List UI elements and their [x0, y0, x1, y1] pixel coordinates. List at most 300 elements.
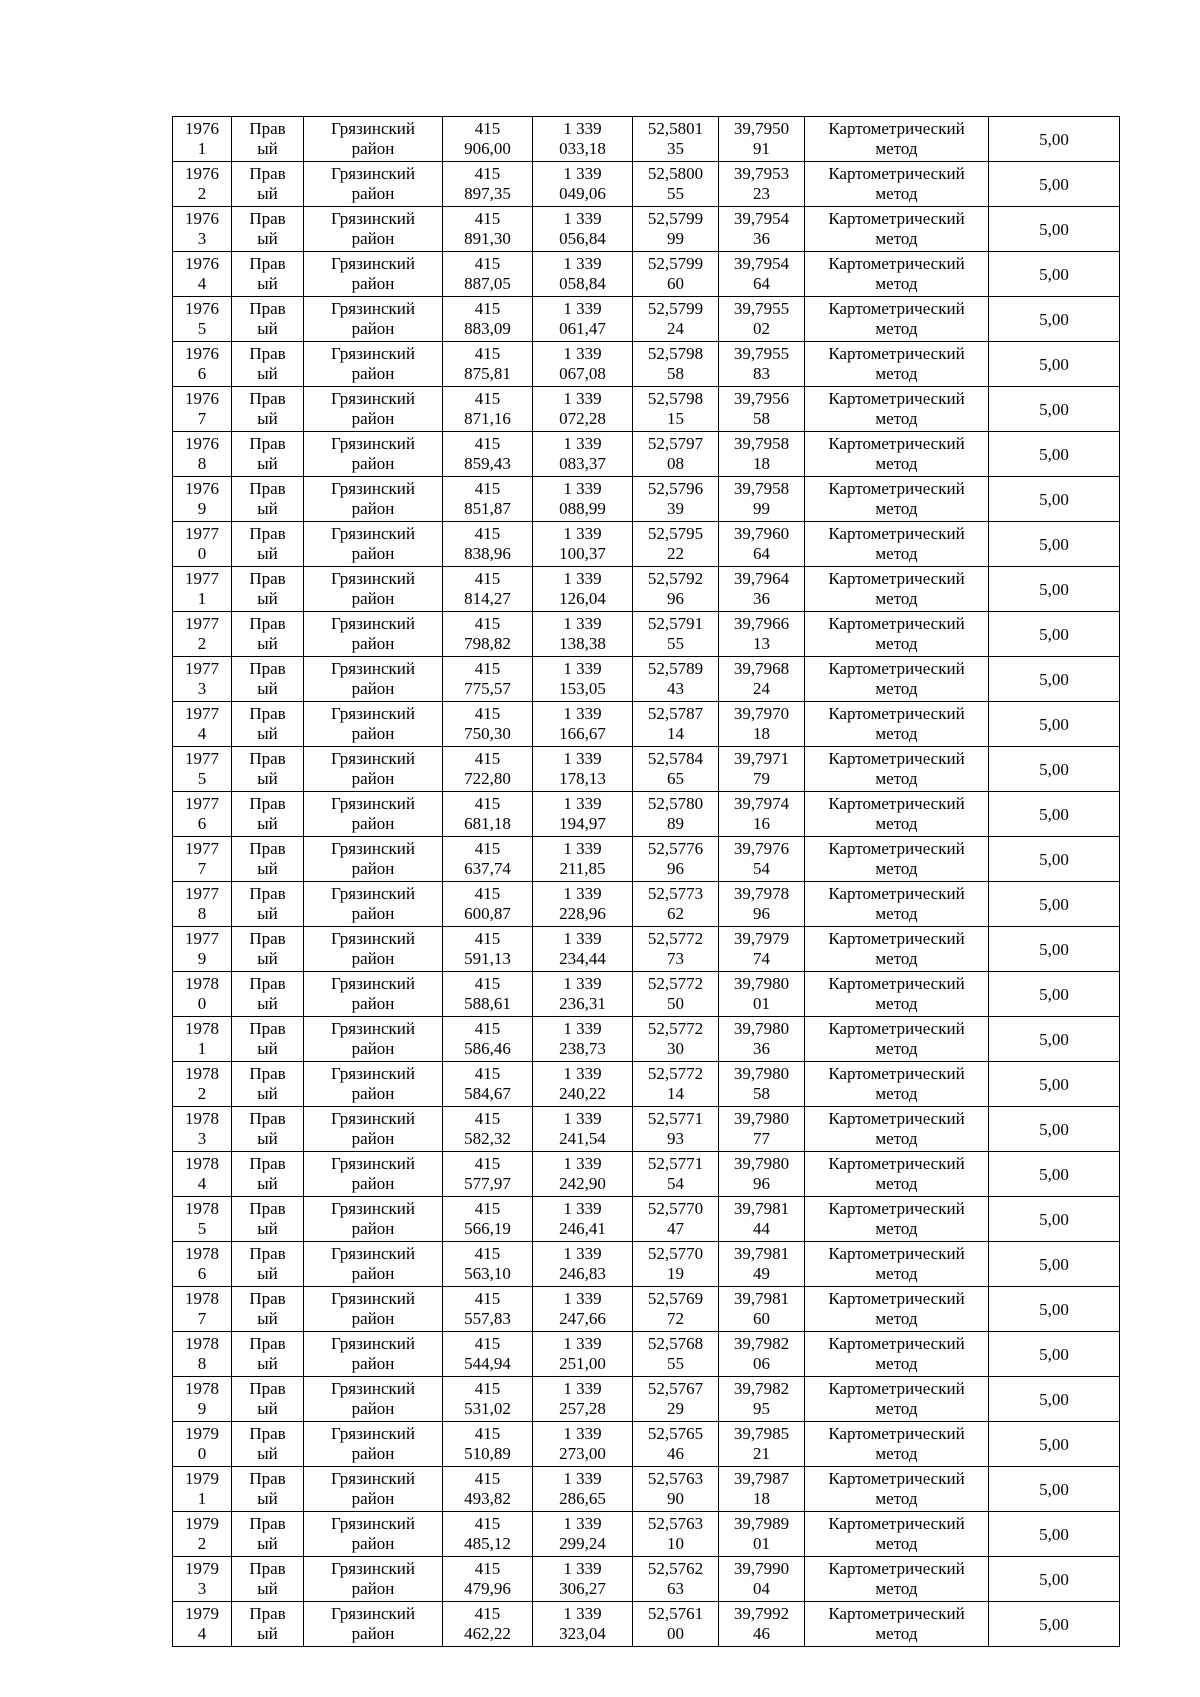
- point-number-cell-line: 1976: [185, 164, 219, 183]
- latitude-cell-line: 90: [667, 1489, 684, 1508]
- region-cell: [304, 657, 443, 702]
- region-cell: [304, 297, 443, 342]
- region-cell-line: Грязинский: [331, 704, 415, 723]
- method-cell: [805, 252, 989, 297]
- latitude-cell: [633, 1557, 719, 1602]
- point-number-cell-line: 5: [197, 1219, 207, 1238]
- bank-side-cell-line: Прав: [249, 1109, 286, 1128]
- region-cell: [304, 702, 443, 747]
- bank-side-cell-line: Прав: [249, 929, 286, 948]
- longitude-cell-line: 39,7981: [733, 1289, 790, 1308]
- point-number-cell: [173, 1467, 232, 1512]
- longitude-cell-line: 39,7992: [733, 1604, 790, 1623]
- bank-side-cell: [232, 1602, 304, 1647]
- latitude-cell-line: 52,5773: [647, 884, 704, 903]
- latitude-cell-line: 99: [667, 229, 684, 248]
- point-number-cell-line: 1976: [185, 299, 219, 318]
- accuracy-cell: 5,00: [989, 972, 1120, 1017]
- method-cell-line: метод: [875, 544, 918, 563]
- latitude-cell-line: 52,5762: [647, 1559, 704, 1578]
- coordinate-y-cell-line: 100,37: [559, 544, 606, 563]
- method-cell-line: Картометрический: [828, 1154, 965, 1173]
- coordinate-y-cell: [533, 1017, 633, 1062]
- region-cell-line: район: [351, 1309, 395, 1328]
- point-number-cell: [173, 1512, 232, 1557]
- longitude-cell-line: 36: [753, 1039, 770, 1058]
- coordinate-y-cell: [533, 1557, 633, 1602]
- bank-side-cell: [232, 1152, 304, 1197]
- point-number-cell: [173, 1197, 232, 1242]
- method-cell-line: метод: [875, 409, 918, 428]
- method-cell: [805, 972, 989, 1017]
- longitude-cell: [719, 1017, 805, 1062]
- point-number-cell: [173, 1242, 232, 1287]
- coordinate-x-cell: [443, 657, 533, 702]
- bank-side-cell: [232, 1017, 304, 1062]
- region-cell: [304, 1197, 443, 1242]
- region-cell-line: Грязинский: [331, 1064, 415, 1083]
- coordinate-x-cell: [443, 747, 533, 792]
- point-number-cell: [173, 297, 232, 342]
- bank-side-cell-line: Прав: [249, 749, 286, 768]
- region-cell-line: Грязинский: [331, 1244, 415, 1263]
- coordinate-x-cell-line: 415: [474, 1559, 501, 1578]
- region-cell-line: Грязинский: [331, 524, 415, 543]
- coordinate-x-cell: [443, 1017, 533, 1062]
- method-cell: [805, 1287, 989, 1332]
- method-cell-line: Картометрический: [828, 254, 965, 273]
- coordinate-x-cell-line: 415: [474, 1334, 501, 1353]
- coordinate-y-cell-line: 1 339: [563, 1199, 602, 1218]
- method-cell: [805, 342, 989, 387]
- point-number-cell-line: 1976: [185, 389, 219, 408]
- region-cell-line: район: [351, 949, 395, 968]
- region-cell: [304, 342, 443, 387]
- coordinate-y-cell: [533, 567, 633, 612]
- longitude-cell-line: 16: [753, 814, 770, 833]
- point-number-cell-line: 1979: [185, 1604, 219, 1623]
- point-number-cell-line: 3: [197, 679, 207, 698]
- method-cell-line: метод: [875, 724, 918, 743]
- coordinate-x-cell-line: 722,80: [464, 769, 511, 788]
- coordinate-x-cell: [443, 1062, 533, 1107]
- method-cell-line: метод: [875, 634, 918, 653]
- point-number-cell-line: 5: [197, 319, 207, 338]
- longitude-cell: [719, 1107, 805, 1152]
- coordinate-x-cell-line: 415: [474, 749, 501, 768]
- coordinate-x-cell-line: 577,97: [464, 1174, 511, 1193]
- method-cell: [805, 747, 989, 792]
- accuracy-cell: 5,00: [989, 1602, 1120, 1647]
- coordinate-x-cell-line: 415: [474, 884, 501, 903]
- bank-side-cell-line: ый: [257, 1444, 278, 1463]
- latitude-cell: [633, 297, 719, 342]
- region-cell-line: Грязинский: [331, 929, 415, 948]
- region-cell-line: Грязинский: [331, 479, 415, 498]
- longitude-cell: [719, 567, 805, 612]
- coordinate-y-cell-line: 1 339: [563, 839, 602, 858]
- longitude-cell-line: 39,7970: [733, 704, 790, 723]
- coordinate-x-cell-line: 838,96: [464, 544, 511, 563]
- latitude-cell: [633, 747, 719, 792]
- point-number-cell-line: 1978: [185, 1199, 219, 1218]
- region-cell-line: Грязинский: [331, 614, 415, 633]
- latitude-cell-line: 58: [667, 364, 684, 383]
- coordinate-y-cell: [533, 1467, 633, 1512]
- accuracy-cell: 5,00: [989, 1017, 1120, 1062]
- accuracy-cell: 5,00: [989, 612, 1120, 657]
- longitude-cell-line: 39,7976: [733, 839, 790, 858]
- longitude-cell-line: 39,7971: [733, 749, 790, 768]
- coordinate-x-cell-line: 415: [474, 1424, 501, 1443]
- latitude-cell-line: 52,5769: [647, 1289, 704, 1308]
- point-number-cell: [173, 927, 232, 972]
- coordinate-y-cell-line: 1 339: [563, 254, 602, 273]
- bank-side-cell-line: Прав: [249, 569, 286, 588]
- method-cell: [805, 1602, 989, 1647]
- latitude-cell-line: 52,5772: [647, 974, 704, 993]
- coordinate-x-cell-line: 875,81: [464, 364, 511, 383]
- region-cell: [304, 522, 443, 567]
- coordinate-x-cell-line: 415: [474, 569, 501, 588]
- coordinate-y-cell-line: 1 339: [563, 1154, 602, 1173]
- point-number-cell: [173, 252, 232, 297]
- latitude-cell-line: 52,5799: [647, 299, 704, 318]
- point-number-cell-line: 1977: [185, 929, 219, 948]
- coordinate-x-cell-line: 415: [474, 299, 501, 318]
- method-cell: [805, 1062, 989, 1107]
- point-number-cell-line: 1978: [185, 1289, 219, 1308]
- method-cell-line: Картометрический: [828, 209, 965, 228]
- coordinate-y-cell-line: 153,05: [559, 679, 606, 698]
- coordinate-y-cell: [533, 1287, 633, 1332]
- accuracy-cell: 5,00: [989, 1197, 1120, 1242]
- coordinate-y-cell-line: 1 339: [563, 524, 602, 543]
- bank-side-cell: [232, 342, 304, 387]
- longitude-cell-line: 39,7987: [733, 1469, 790, 1488]
- longitude-cell: [719, 162, 805, 207]
- coordinate-y-cell: [533, 612, 633, 657]
- latitude-cell-line: 55: [667, 634, 684, 653]
- region-cell: [304, 1422, 443, 1467]
- method-cell-line: метод: [875, 364, 918, 383]
- coordinate-x-cell-line: 415: [474, 434, 501, 453]
- coordinate-x-cell-line: 415: [474, 254, 501, 273]
- coordinate-y-cell: [533, 1152, 633, 1197]
- coordinate-y-cell: [533, 162, 633, 207]
- region-cell-line: Грязинский: [331, 1199, 415, 1218]
- method-cell-line: метод: [875, 184, 918, 203]
- longitude-cell-line: 39,7980: [733, 1154, 790, 1173]
- method-cell-line: метод: [875, 949, 918, 968]
- bank-side-cell: [232, 567, 304, 612]
- coordinate-x-cell-line: 479,96: [464, 1579, 511, 1598]
- latitude-cell-line: 52,5801: [647, 119, 704, 138]
- point-number-cell-line: 1977: [185, 839, 219, 858]
- point-number-cell: [173, 1377, 232, 1422]
- coordinate-y-cell: [533, 1332, 633, 1377]
- point-number-cell-line: 1976: [185, 479, 219, 498]
- latitude-cell-line: 52,5797: [647, 434, 704, 453]
- table-row: [173, 1332, 1120, 1377]
- coordinate-x-cell-line: 775,57: [464, 679, 511, 698]
- coordinate-y-cell-line: 240,22: [559, 1084, 606, 1103]
- method-cell-line: Картометрический: [828, 704, 965, 723]
- longitude-cell-line: 39,7964: [733, 569, 790, 588]
- coordinate-y-cell-line: 1 339: [563, 569, 602, 588]
- coordinate-y-cell: [533, 1197, 633, 1242]
- region-cell-line: Грязинский: [331, 1469, 415, 1488]
- coordinate-y-cell-line: 242,90: [559, 1174, 606, 1193]
- bank-side-cell: [232, 1287, 304, 1332]
- latitude-cell-line: 52,5798: [647, 389, 704, 408]
- bank-side-cell-line: Прав: [249, 434, 286, 453]
- coordinate-y-cell-line: 1 339: [563, 1289, 602, 1308]
- region-cell-line: Грязинский: [331, 749, 415, 768]
- coordinate-x-cell-line: 415: [474, 659, 501, 678]
- coordinate-y-cell: [533, 972, 633, 1017]
- latitude-cell: [633, 792, 719, 837]
- accuracy-cell: 5,00: [989, 432, 1120, 477]
- method-cell-line: метод: [875, 229, 918, 248]
- region-cell: [304, 1512, 443, 1557]
- method-cell-line: метод: [875, 1579, 918, 1598]
- bank-side-cell-line: ый: [257, 1264, 278, 1283]
- coordinate-x-cell-line: 584,67: [464, 1084, 511, 1103]
- coordinate-y-cell: [533, 747, 633, 792]
- bank-side-cell-line: Прав: [249, 344, 286, 363]
- longitude-cell-line: 44: [753, 1219, 770, 1238]
- longitude-cell-line: 79: [753, 769, 770, 788]
- region-cell-line: район: [351, 634, 395, 653]
- coordinate-y-cell-line: 1 339: [563, 1514, 602, 1533]
- point-number-cell-line: 1979: [185, 1514, 219, 1533]
- coordinate-y-cell-line: 1 339: [563, 299, 602, 318]
- point-number-cell: [173, 432, 232, 477]
- bank-side-cell: [232, 792, 304, 837]
- method-cell-line: Картометрический: [828, 614, 965, 633]
- coordinate-x-cell-line: 415: [474, 164, 501, 183]
- coordinate-x-cell-line: 415: [474, 344, 501, 363]
- region-cell-line: Грязинский: [331, 794, 415, 813]
- accuracy-cell: 5,00: [989, 837, 1120, 882]
- coordinate-y-cell-line: 247,66: [559, 1309, 606, 1328]
- table-row: [173, 297, 1120, 342]
- coordinate-y-cell: [533, 792, 633, 837]
- coordinate-y-cell-line: 228,96: [559, 904, 606, 923]
- coordinate-y-cell-line: 241,54: [559, 1129, 606, 1148]
- coordinate-x-cell-line: 851,87: [464, 499, 511, 518]
- coordinate-x-cell-line: 415: [474, 1019, 501, 1038]
- method-cell-line: метод: [875, 679, 918, 698]
- point-number-cell-line: 1977: [185, 659, 219, 678]
- latitude-cell-line: 15: [667, 409, 684, 428]
- region-cell-line: район: [351, 1534, 395, 1553]
- coordinate-y-cell-line: 058,84: [559, 274, 606, 293]
- latitude-cell-line: 62: [667, 904, 684, 923]
- method-cell-line: Картометрический: [828, 1289, 965, 1308]
- point-number-cell: [173, 1287, 232, 1332]
- point-number-cell-line: 1977: [185, 884, 219, 903]
- longitude-cell-line: 39,7985: [733, 1424, 790, 1443]
- latitude-cell: [633, 1242, 719, 1287]
- method-cell-line: метод: [875, 589, 918, 608]
- coordinate-x-cell-line: 563,10: [464, 1264, 511, 1283]
- region-cell-line: район: [351, 229, 395, 248]
- region-cell: [304, 252, 443, 297]
- region-cell-line: район: [351, 1264, 395, 1283]
- latitude-cell-line: 55: [667, 1354, 684, 1373]
- longitude-cell-line: 49: [753, 1264, 770, 1283]
- bank-side-cell-line: ый: [257, 454, 278, 473]
- latitude-cell-line: 30: [667, 1039, 684, 1058]
- method-cell-line: Картометрический: [828, 344, 965, 363]
- bank-side-cell: [232, 1197, 304, 1242]
- region-cell-line: Грязинский: [331, 344, 415, 363]
- table-row: [173, 792, 1120, 837]
- method-cell-line: метод: [875, 1624, 918, 1643]
- region-cell-line: Грязинский: [331, 1289, 415, 1308]
- coordinate-x-cell-line: 415: [474, 1289, 501, 1308]
- longitude-cell-line: 77: [753, 1129, 770, 1148]
- latitude-cell-line: 08: [667, 454, 684, 473]
- region-cell-line: район: [351, 1444, 395, 1463]
- method-cell: [805, 1557, 989, 1602]
- region-cell: [304, 207, 443, 252]
- longitude-cell-line: 06: [753, 1354, 770, 1373]
- coordinate-x-cell: [443, 792, 533, 837]
- region-cell-line: район: [351, 1399, 395, 1418]
- latitude-cell-line: 55: [667, 184, 684, 203]
- bank-side-cell-line: ый: [257, 769, 278, 788]
- latitude-cell: [633, 1467, 719, 1512]
- longitude-cell: [719, 747, 805, 792]
- coordinate-x-cell: [443, 1152, 533, 1197]
- latitude-cell-line: 29: [667, 1399, 684, 1418]
- coordinate-y-cell: [533, 207, 633, 252]
- coordinate-y-cell-line: 1 339: [563, 794, 602, 813]
- longitude-cell: [719, 792, 805, 837]
- region-cell: [304, 432, 443, 477]
- bank-side-cell-line: Прав: [249, 209, 286, 228]
- bank-side-cell-line: Прав: [249, 884, 286, 903]
- method-cell-line: Картометрический: [828, 974, 965, 993]
- region-cell: [304, 972, 443, 1017]
- longitude-cell: [719, 477, 805, 522]
- bank-side-cell-line: ый: [257, 364, 278, 383]
- point-number-cell-line: 9: [197, 499, 207, 518]
- bank-side-cell-line: Прав: [249, 164, 286, 183]
- region-cell: [304, 612, 443, 657]
- bank-side-cell: [232, 1062, 304, 1107]
- latitude-cell: [633, 1197, 719, 1242]
- region-cell-line: Грязинский: [331, 1559, 415, 1578]
- coordinate-x-cell-line: 600,87: [464, 904, 511, 923]
- point-number-cell-line: 1977: [185, 749, 219, 768]
- point-number-cell: [173, 1602, 232, 1647]
- method-cell: [805, 297, 989, 342]
- coordinate-x-cell: [443, 207, 533, 252]
- latitude-cell-line: 52,5772: [647, 929, 704, 948]
- region-cell-line: Грязинский: [331, 1019, 415, 1038]
- table-row: [173, 567, 1120, 612]
- table-row: [173, 432, 1120, 477]
- point-number-cell: [173, 207, 232, 252]
- coordinate-x-cell: [443, 837, 533, 882]
- accuracy-cell: 5,00: [989, 297, 1120, 342]
- coordinate-y-cell-line: 1 339: [563, 1244, 602, 1263]
- point-number-cell-line: 8: [197, 454, 207, 473]
- coordinate-x-cell-line: 415: [474, 1064, 501, 1083]
- bank-side-cell-line: Прав: [249, 794, 286, 813]
- longitude-cell: [719, 252, 805, 297]
- latitude-cell-line: 52,5789: [647, 659, 704, 678]
- latitude-cell-line: 52,5770: [647, 1199, 704, 1218]
- point-number-cell-line: 4: [197, 724, 207, 743]
- coordinate-x-cell: [443, 1557, 533, 1602]
- method-cell: [805, 432, 989, 477]
- table-row: [173, 477, 1120, 522]
- coordinate-x-cell-line: 462,22: [464, 1624, 511, 1643]
- accuracy-cell: 5,00: [989, 1512, 1120, 1557]
- point-number-cell-line: 1: [197, 589, 207, 608]
- coordinate-x-cell-line: 798,82: [464, 634, 511, 653]
- bank-side-cell-line: Прав: [249, 614, 286, 633]
- point-number-cell-line: 1978: [185, 974, 219, 993]
- method-cell-line: метод: [875, 1129, 918, 1148]
- coordinate-y-cell: [533, 1602, 633, 1647]
- bank-side-cell-line: ый: [257, 949, 278, 968]
- region-cell-line: район: [351, 1624, 395, 1643]
- method-cell: [805, 207, 989, 252]
- table-row: [173, 1467, 1120, 1512]
- region-cell: [304, 387, 443, 432]
- accuracy-cell: 5,00: [989, 567, 1120, 612]
- method-cell-line: Картометрический: [828, 524, 965, 543]
- bank-side-cell-line: ый: [257, 994, 278, 1013]
- point-number-cell-line: 7: [197, 409, 207, 428]
- bank-side-cell-line: ый: [257, 724, 278, 743]
- coordinate-y-cell-line: 194,97: [559, 814, 606, 833]
- point-number-cell-line: 7: [197, 859, 207, 878]
- point-number-cell-line: 6: [197, 364, 207, 383]
- bank-side-cell-line: Прав: [249, 254, 286, 273]
- longitude-cell-line: 39,7990: [733, 1559, 790, 1578]
- point-number-cell: [173, 882, 232, 927]
- longitude-cell: [719, 207, 805, 252]
- coordinate-y-cell: [533, 477, 633, 522]
- method-cell: [805, 1467, 989, 1512]
- region-cell-line: Грязинский: [331, 1424, 415, 1443]
- coordinate-y-cell-line: 061,47: [559, 319, 606, 338]
- point-number-cell-line: 2: [197, 634, 207, 653]
- bank-side-cell-line: Прав: [249, 1334, 286, 1353]
- region-cell-line: район: [351, 1174, 395, 1193]
- bank-side-cell: [232, 702, 304, 747]
- accuracy-cell: 5,00: [989, 1332, 1120, 1377]
- longitude-cell-line: 46: [753, 1624, 770, 1643]
- bank-side-cell-line: Прав: [249, 1289, 286, 1308]
- latitude-cell-line: 96: [667, 589, 684, 608]
- method-cell: [805, 477, 989, 522]
- coordinate-x-cell-line: 637,74: [464, 859, 511, 878]
- bank-side-cell-line: ый: [257, 184, 278, 203]
- coordinate-x-cell: [443, 612, 533, 657]
- bank-side-cell-line: ый: [257, 139, 278, 158]
- region-cell-line: район: [351, 319, 395, 338]
- method-cell: [805, 522, 989, 567]
- coordinate-y-cell: [533, 1377, 633, 1422]
